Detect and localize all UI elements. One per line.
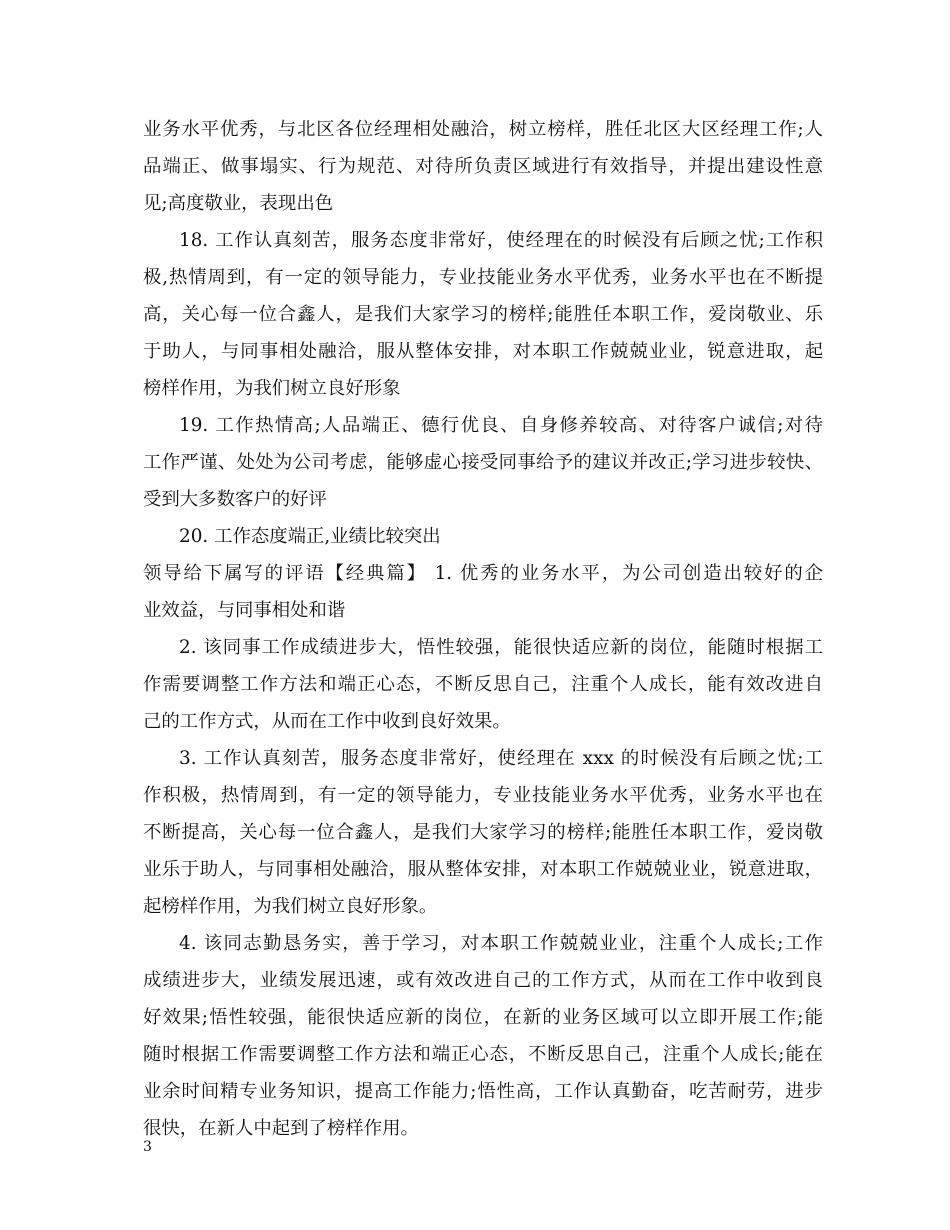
- section-heading-line: 领导给下属写的评语【经典篇】 1. 优秀的业务水平，为公司创造出较好的企: [143, 563, 823, 584]
- text-line: 作需要调整工作方法和端正心态，不断反思自己，注重个人成长，能有效改进自: [143, 674, 823, 695]
- text-line: 很快，在新人中起到了榜样作用。: [143, 1118, 419, 1139]
- text-line: 业务水平优秀，与北区各位经理相处融洽，树立榜样，胜任北区大区经理工作;人: [143, 119, 823, 140]
- paragraph-2-line: 2. 该同事工作成绩进步大，悟性较强，能很快适应新的岗位，能随时根据工: [179, 637, 823, 658]
- text-line: 品端正、做事塌实、行为规范、对待所负责区域进行有效指导，并提出建设性意: [143, 156, 823, 177]
- text-line: 随时根据工作需要调整工作方法和端正心态，不断反思自己，注重个人成长;能在: [143, 1044, 823, 1065]
- paragraph-20-line: 20. 工作态度端正,业绩比较突出: [179, 526, 441, 547]
- text-line: 成绩进步大，业绩发展迅速，或有效改进自己的工作方式，从而在工作中收到良: [143, 970, 823, 991]
- text-line: 己的工作方式，从而在工作中收到良好效果。: [143, 711, 511, 732]
- text-line: 工作严谨、处处为公司考虑，能够虚心接受同事给予的建议并改正;学习进步较快、: [143, 452, 823, 473]
- text-line: 高，关心每一位合鑫人，是我们大家学习的榜样;能胜任本职工作，爱岗敬业、乐: [143, 304, 823, 325]
- text-line: 业余时间精专业务知识，提高工作能力;悟性高，工作认真勤奋，吃苦耐劳，进步: [143, 1081, 823, 1102]
- text-line: 受到大多数客户的好评: [143, 489, 327, 510]
- paragraph-19-line: 19. 工作热情高;人品端正、德行优良、自身修养较高、对待客户诚信;对待: [179, 415, 823, 436]
- paragraph-18-line: 18. 工作认真刻苦，服务态度非常好，使经理在的时候没有后顾之忧;工作积: [179, 230, 823, 251]
- paragraph-4-line: 4. 该同志勤恳务实，善于学习，对本职工作兢兢业业，注重个人成长;工作: [179, 933, 823, 954]
- text-line: 好效果;悟性较强，能很快适应新的岗位，在新的业务区域可以立即开展工作;能: [143, 1007, 823, 1028]
- text-line: 业效益，与同事相处和谐: [143, 600, 346, 621]
- text-line: 于助人，与同事相处融洽，服从整体安排，对本职工作兢兢业业，锐意进取，起: [143, 341, 823, 362]
- text-line: 见;高度敬业，表现出色: [143, 193, 334, 214]
- text-line: 业乐于助人，与同事相处融洽，服从整体安排，对本职工作兢兢业业，锐意进取，: [143, 859, 823, 880]
- text-line: 作积极，热情周到，有一定的领导能力，专业技能业务水平优秀，业务水平也在: [143, 785, 823, 806]
- text-line: 榜样作用，为我们树立良好形象: [143, 378, 401, 399]
- text-line: 极,热情周到，有一定的领导能力，专业技能业务水平优秀，业务水平也在不断提: [143, 267, 823, 288]
- text-line: 起榜样作用，为我们树立良好形象。: [143, 896, 438, 917]
- text-line: 不断提高，关心每一位合鑫人，是我们大家学习的榜样;能胜任本职工作，爱岗敬: [143, 822, 823, 843]
- paragraph-3-line: 3. 工作认真刻苦，服务态度非常好，使经理在 xxx 的时候没有后顾之忧;工: [179, 748, 823, 769]
- page-number: 3: [143, 1139, 152, 1155]
